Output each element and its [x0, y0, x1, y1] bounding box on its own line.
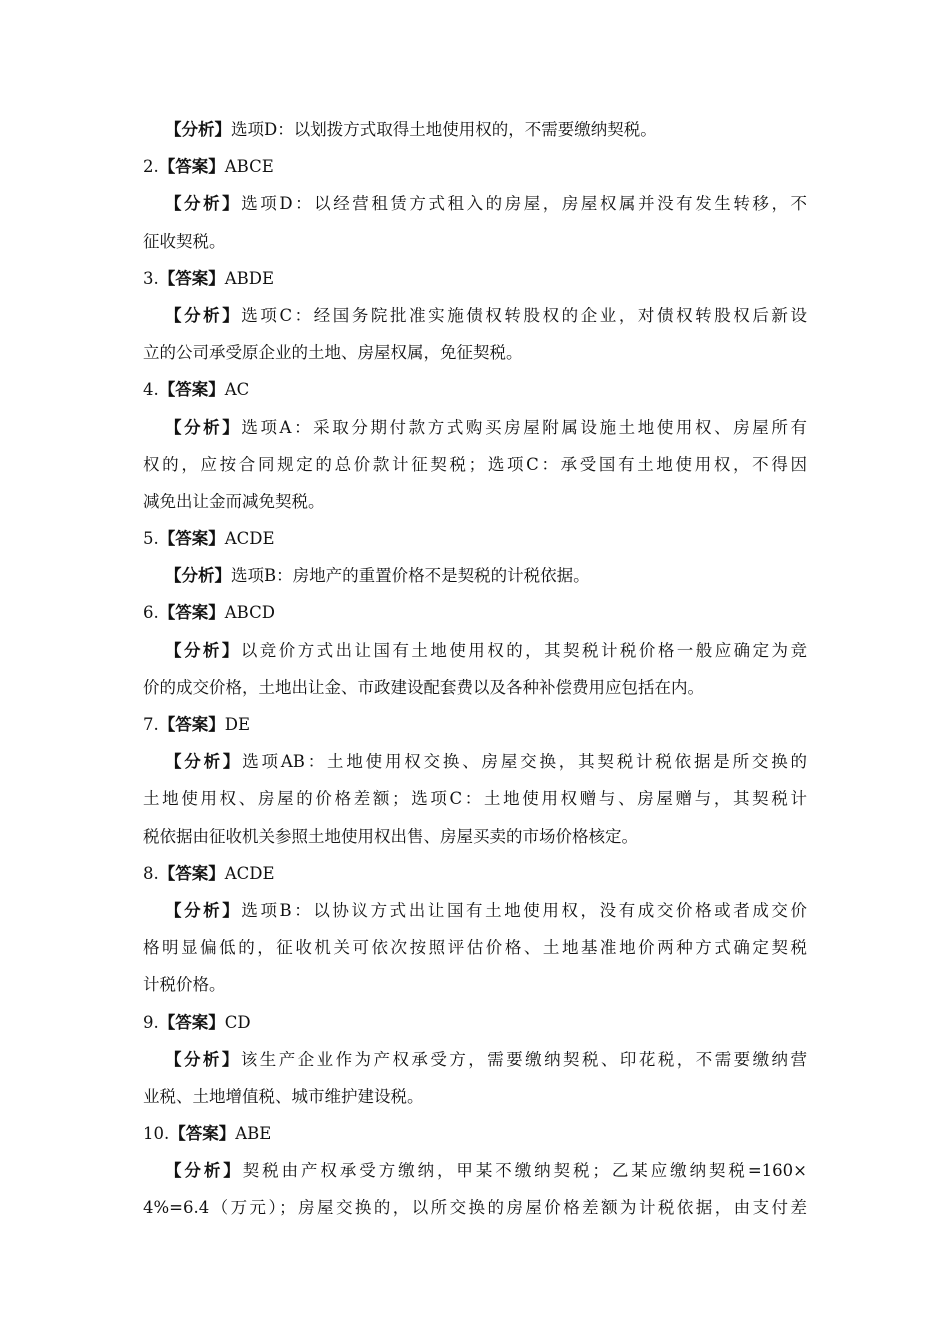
- analysis-text: 4%=6.4（万元）；房屋交换的，以所交换的房屋价格差额为计税依据，由支付差: [143, 1198, 807, 1218]
- analysis-line: [143, 483, 807, 520]
- answer-label: 【答案】: [158, 529, 225, 549]
- item-number: 5.: [143, 529, 159, 549]
- analysis-line: [143, 1152, 807, 1189]
- answer-value: CD: [224, 1012, 251, 1032]
- analysis-label: 【分析】: [165, 417, 242, 437]
- analysis-text: 业税、土地增值税、城市维护建设税。: [143, 1086, 424, 1106]
- analysis-text: 格明显偏低的，征收机关可依次按照评估价格、土地基准地价两种方式确定契税: [143, 938, 807, 958]
- item-number: 3.: [143, 268, 159, 288]
- analysis-line: [143, 892, 807, 929]
- answer-line: [143, 1115, 807, 1152]
- analysis-label: 【分析】: [165, 566, 231, 586]
- answer-line: [143, 855, 807, 892]
- item-number: 10.: [143, 1124, 170, 1144]
- answer-value: ABCE: [224, 157, 274, 177]
- analysis-line: [143, 1041, 807, 1078]
- item-number: 7.: [143, 715, 159, 734]
- analysis-text: 选项C：经国务院批准实施债权转股权的企业，对债权转股权后新设: [241, 305, 807, 325]
- answer-value: ABE: [235, 1124, 272, 1144]
- analysis-text: 税依据由征收机关参照土地使用权出售、房屋买卖的市场价格核定。: [143, 826, 638, 846]
- answer-label: 【答案】: [158, 603, 225, 623]
- answer-line: [143, 260, 807, 297]
- analysis-line: [143, 929, 807, 966]
- analysis-line: [143, 743, 807, 780]
- analysis-line: [143, 111, 807, 148]
- answer-label: 【答案】: [158, 1012, 225, 1032]
- item-number: 9.: [143, 1012, 159, 1032]
- answer-line: [143, 706, 807, 743]
- analysis-line: [143, 185, 807, 222]
- analysis-line: [143, 409, 807, 446]
- answer-value: DE: [224, 715, 251, 734]
- analysis-line: [143, 966, 807, 1003]
- item-number: 4.: [143, 380, 159, 400]
- analysis-line: [143, 334, 807, 371]
- answer-value: ABCD: [224, 603, 275, 623]
- analysis-label: 【分析】: [165, 1161, 243, 1181]
- analysis-label: 【分析】: [165, 120, 231, 139]
- answer-label: 【答案】: [158, 863, 225, 883]
- analysis-label: 【分析】: [165, 640, 241, 660]
- analysis-line: [143, 780, 807, 817]
- analysis-text: 减免出让金而减免契税。: [143, 491, 325, 511]
- analysis-text: 价的成交价格，土地出让金、市政建设配套费以及各种补偿费用应包括在内。: [143, 677, 704, 697]
- answer-line: [143, 371, 807, 408]
- analysis-text: 选项AB：土地使用权交换、房屋交换，其契税计税依据是所交换的: [242, 752, 807, 772]
- analysis-text: 该生产企业作为产权承受方，需要缴纳契税、印花税，不需要缴纳营: [240, 1049, 807, 1069]
- answer-value: ACDE: [224, 863, 275, 883]
- answer-label: 【答案】: [158, 157, 225, 177]
- analysis-label: 【分析】: [165, 305, 242, 325]
- item-number: 6.: [143, 603, 159, 623]
- answer-label: 【答案】: [158, 715, 225, 734]
- analysis-line: [143, 818, 807, 855]
- answer-value: AC: [224, 380, 250, 400]
- analysis-label: 【分析】: [165, 194, 242, 214]
- analysis-line: [143, 223, 807, 260]
- analysis-line: [143, 446, 807, 483]
- item-number: 8.: [143, 863, 159, 883]
- analysis-line: [143, 632, 807, 669]
- answer-value: ACDE: [224, 529, 275, 549]
- analysis-text: 选项B：以协议方式出让国有土地使用权，没有成交价格或者成交价: [241, 900, 807, 920]
- answer-value: ABDE: [224, 268, 275, 288]
- analysis-label: 【分析】: [165, 900, 242, 920]
- analysis-text: 计税价格。: [143, 975, 226, 995]
- analysis-text: 选项D：以经营租赁方式租入的房屋，房屋权属并没有发生转移，不: [241, 194, 807, 214]
- answer-line: [143, 520, 807, 557]
- analysis-text: 选项A：采取分期付款方式购买房屋附属设施土地使用权、房屋所有: [241, 417, 807, 437]
- analysis-text: 土地使用权、房屋的价格差额；选项C：土地使用权赠与、房屋赠与，其契税计: [143, 789, 807, 809]
- analysis-text: 征收契税。: [143, 231, 226, 251]
- item-number: 2.: [143, 157, 159, 177]
- analysis-label: 【分析】: [165, 1049, 241, 1069]
- analysis-text: 立的公司承受原企业的土地、房屋权属，免征契税。: [143, 343, 523, 363]
- analysis-line: [143, 557, 807, 594]
- analysis-text: 权的，应按合同规定的总价款计征契税；选项C：承受国有土地使用权，不得因: [143, 454, 807, 474]
- analysis-text: 契税由产权承受方缴纳，甲某不缴纳契税；乙某应缴纳契税=160×: [242, 1161, 807, 1181]
- analysis-text: 以竞价方式出让国有土地使用权的，其契税计税价格一般应确定为竞: [240, 640, 807, 660]
- answer-label: 【答案】: [169, 1124, 236, 1144]
- analysis-line: [143, 1189, 807, 1226]
- answer-line: [143, 1004, 807, 1041]
- answer-line: [143, 594, 807, 631]
- analysis-line: [143, 1078, 807, 1115]
- analysis-text: 选项D：以划拨方式取得土地使用权的，不需要缴纳契税。: [231, 120, 657, 139]
- analysis-text: 选项B：房地产的重置价格不是契税的计税依据。: [231, 566, 590, 586]
- answer-label: 【答案】: [158, 380, 225, 400]
- document-page: [143, 111, 807, 1227]
- analysis-label: 【分析】: [165, 752, 243, 772]
- analysis-line: [143, 297, 807, 334]
- answer-label: 【答案】: [158, 268, 225, 288]
- analysis-line: [143, 669, 807, 706]
- answer-line: [143, 148, 807, 185]
